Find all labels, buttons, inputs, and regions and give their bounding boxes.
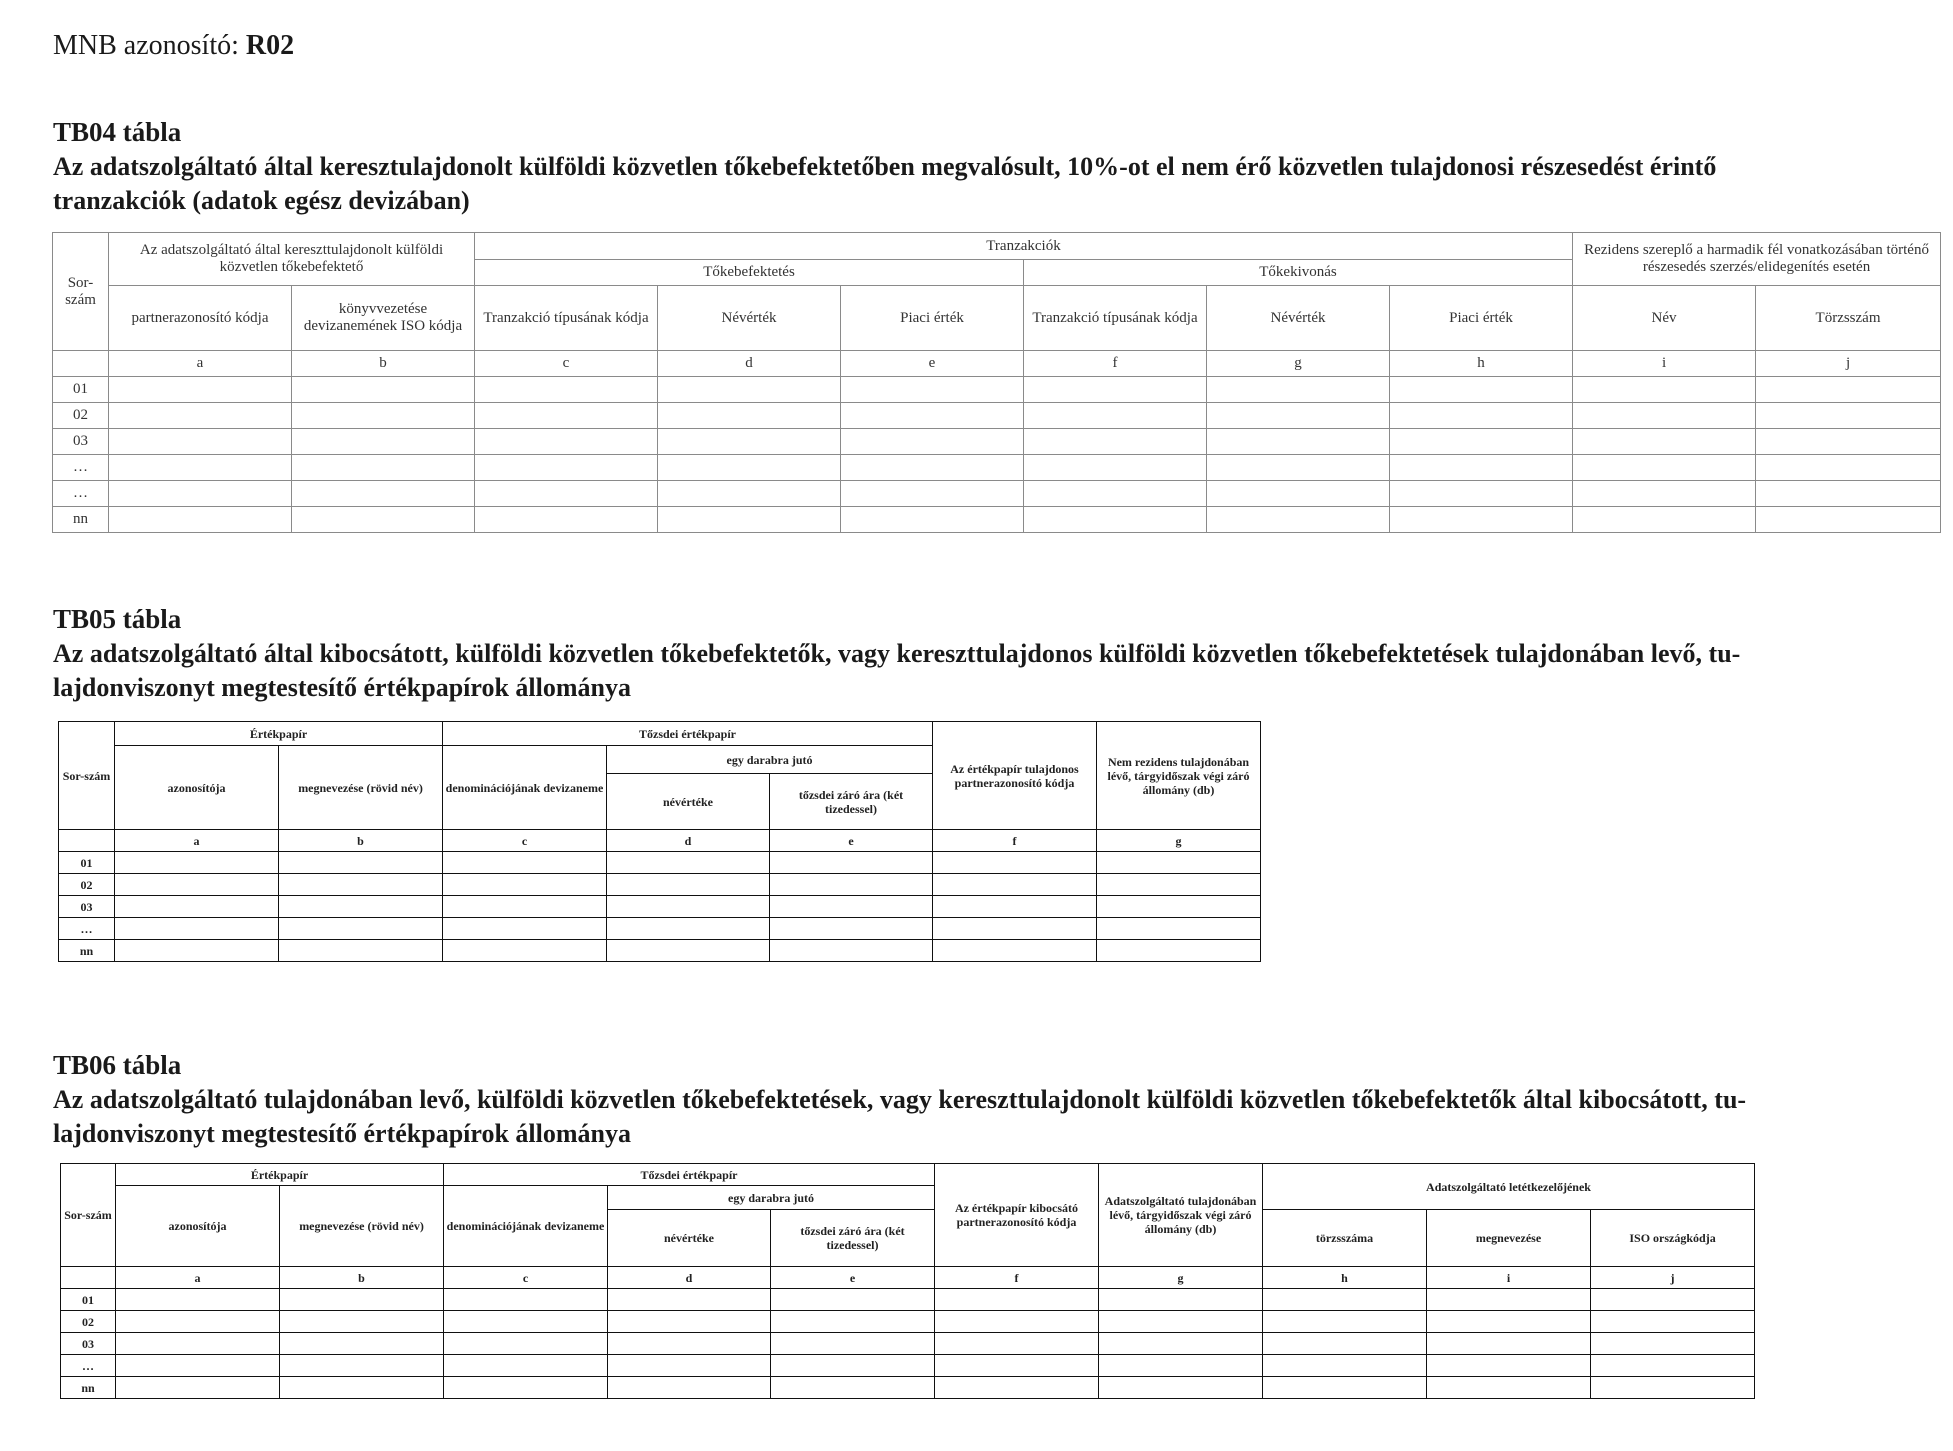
tb04-sub-tokekivonas: Tőkekivonás bbox=[1024, 260, 1573, 286]
tb06-letter: e bbox=[771, 1267, 935, 1289]
data-cell[interactable] bbox=[115, 852, 279, 874]
tb05-col-f: Az értékpapír tulajdonos partnerazonosító kódja bbox=[933, 722, 1097, 830]
data-cell[interactable] bbox=[292, 377, 475, 403]
tb06-letter: d bbox=[608, 1267, 771, 1289]
data-cell[interactable] bbox=[1024, 403, 1207, 429]
table-row bbox=[59, 874, 1261, 896]
table-row bbox=[53, 403, 1941, 429]
tb04-group-rezidens: Rezidens szereplő a harmadik fél vonatkozásában történő részesedés szerzés/elidegenítés esetén bbox=[1573, 233, 1941, 286]
data-cell[interactable] bbox=[1099, 1333, 1263, 1355]
data-cell[interactable] bbox=[933, 896, 1097, 918]
data-cell[interactable] bbox=[1591, 1333, 1755, 1355]
data-cell[interactable] bbox=[1390, 455, 1573, 481]
data-cell[interactable] bbox=[1390, 403, 1573, 429]
tb06-col-a: azonosítója bbox=[116, 1186, 280, 1267]
data-cell[interactable] bbox=[1427, 1355, 1591, 1377]
data-cell[interactable] bbox=[1024, 429, 1207, 455]
data-cell[interactable] bbox=[935, 1377, 1099, 1399]
data-cell[interactable] bbox=[1390, 507, 1573, 533]
data-cell[interactable] bbox=[1756, 507, 1941, 533]
tb06-letter: i bbox=[1427, 1267, 1591, 1289]
tb04-group-tranzakciok: Tranzakciók bbox=[475, 233, 1573, 260]
data-cell[interactable] bbox=[841, 507, 1024, 533]
tb04-col-h: Piaci érték bbox=[1390, 286, 1573, 351]
table-row bbox=[61, 1355, 1755, 1377]
tb04-letter: j bbox=[1756, 351, 1941, 377]
data-cell[interactable] bbox=[116, 1355, 280, 1377]
tb05-title bbox=[53, 637, 1740, 705]
data-cell[interactable] bbox=[279, 852, 443, 874]
tb06-table bbox=[60, 1163, 1755, 1399]
tb06-sorszam-header: Sor-szám bbox=[61, 1164, 116, 1267]
tb05-letter-blank bbox=[59, 830, 115, 852]
tb06-group-ertekpapir: Értékpapír bbox=[116, 1164, 444, 1186]
data-cell[interactable] bbox=[116, 1377, 280, 1399]
table-row bbox=[61, 1289, 1755, 1311]
data-cell[interactable] bbox=[770, 918, 933, 940]
data-cell[interactable] bbox=[607, 874, 770, 896]
data-cell[interactable] bbox=[1263, 1355, 1427, 1377]
tb04-letter: e bbox=[841, 351, 1024, 377]
data-cell[interactable] bbox=[292, 481, 475, 507]
data-cell[interactable] bbox=[292, 403, 475, 429]
tb06-letter: g bbox=[1099, 1267, 1263, 1289]
data-cell[interactable] bbox=[607, 896, 770, 918]
tb04-letter-blank bbox=[53, 351, 109, 377]
tb05-letter: d bbox=[607, 830, 770, 852]
tb06-letter-blank bbox=[61, 1267, 116, 1289]
data-cell[interactable] bbox=[1099, 1289, 1263, 1311]
data-cell[interactable] bbox=[658, 455, 841, 481]
data-cell[interactable] bbox=[608, 1333, 771, 1355]
data-cell[interactable] bbox=[1591, 1311, 1755, 1333]
row-number: … bbox=[61, 1355, 116, 1377]
data-cell[interactable] bbox=[933, 852, 1097, 874]
tb06-col-e: tőzsdei záró ára (két tizedessel) bbox=[771, 1210, 935, 1267]
data-cell[interactable] bbox=[1427, 1377, 1591, 1399]
data-cell[interactable] bbox=[1390, 429, 1573, 455]
data-cell[interactable] bbox=[1427, 1289, 1591, 1311]
data-cell[interactable] bbox=[443, 940, 607, 962]
tb06-letter: f bbox=[935, 1267, 1099, 1289]
data-cell[interactable] bbox=[1097, 852, 1261, 874]
data-cell[interactable] bbox=[1097, 874, 1261, 896]
tb04-col-a: partnerazonosító kódja bbox=[109, 286, 292, 351]
tb06-title-line1: Az adatszolgáltató tulajdonában levő, külföldi közvetlen tőkebefektetések, vagy kereszttulajdonolt külföldi közvetlen tőkebefektetők által kibocsátott, tu- bbox=[53, 1085, 1747, 1114]
mnb-code: R02 bbox=[245, 30, 295, 61]
data-cell[interactable] bbox=[1573, 429, 1756, 455]
data-cell[interactable] bbox=[771, 1355, 935, 1377]
data-cell[interactable] bbox=[608, 1355, 771, 1377]
data-cell[interactable] bbox=[444, 1377, 608, 1399]
table-row bbox=[59, 940, 1261, 962]
tb04-letter: i bbox=[1573, 351, 1756, 377]
data-cell[interactable] bbox=[280, 1333, 444, 1355]
tb04-col-c: Tranzakció típusának kódja bbox=[475, 286, 658, 351]
tb06-letter: j bbox=[1591, 1267, 1755, 1289]
tb04-title-line2: tranzakciók (adatok egész devizában) bbox=[53, 186, 470, 215]
data-cell[interactable] bbox=[280, 1355, 444, 1377]
table-row bbox=[53, 507, 1941, 533]
data-cell[interactable] bbox=[658, 377, 841, 403]
tb04-col-d: Névérték bbox=[658, 286, 841, 351]
data-cell[interactable] bbox=[444, 1289, 608, 1311]
data-cell[interactable] bbox=[1263, 1289, 1427, 1311]
tb05-col-b: megnevezése (rövid név) bbox=[279, 746, 443, 830]
data-cell[interactable] bbox=[280, 1311, 444, 1333]
data-cell[interactable] bbox=[443, 852, 607, 874]
data-cell[interactable] bbox=[443, 874, 607, 896]
tb06-group-tozsdei: Tőzsdei értékpapír bbox=[444, 1164, 935, 1186]
data-cell[interactable] bbox=[935, 1333, 1099, 1355]
data-cell[interactable] bbox=[1756, 377, 1941, 403]
data-cell[interactable] bbox=[1263, 1377, 1427, 1399]
table-row bbox=[53, 455, 1941, 481]
data-cell[interactable] bbox=[933, 940, 1097, 962]
row-number: nn bbox=[61, 1377, 116, 1399]
row-number: nn bbox=[59, 940, 115, 962]
row-number: 03 bbox=[53, 429, 109, 455]
tb04-letter: a bbox=[109, 351, 292, 377]
data-cell[interactable] bbox=[1756, 403, 1941, 429]
tb05-col-c: denominációjának devizaneme bbox=[443, 746, 607, 830]
tb06-col-d: névértéke bbox=[608, 1210, 771, 1267]
row-number: 02 bbox=[59, 874, 115, 896]
data-cell[interactable] bbox=[475, 403, 658, 429]
tb04-letter: d bbox=[658, 351, 841, 377]
tb06-col-g: Adatszolgáltató tulajdonában lévő, tárgyidőszak végi záró állomány (db) bbox=[1099, 1164, 1263, 1267]
mnb-label: MNB azonosító: bbox=[53, 30, 239, 61]
row-number: … bbox=[53, 455, 109, 481]
data-cell[interactable] bbox=[771, 1311, 935, 1333]
data-cell[interactable] bbox=[1263, 1311, 1427, 1333]
data-cell[interactable] bbox=[1390, 481, 1573, 507]
tb05-sorszam-header: Sor-szám bbox=[59, 722, 115, 830]
data-cell[interactable] bbox=[1573, 403, 1756, 429]
data-cell[interactable] bbox=[771, 1289, 935, 1311]
data-cell[interactable] bbox=[109, 403, 292, 429]
data-cell[interactable] bbox=[1207, 403, 1390, 429]
tb06-letter: h bbox=[1263, 1267, 1427, 1289]
table-row bbox=[61, 1377, 1755, 1399]
data-cell[interactable] bbox=[608, 1289, 771, 1311]
tb05-col-d: névértéke bbox=[607, 774, 770, 830]
tb04-letter: g bbox=[1207, 351, 1390, 377]
data-cell[interactable] bbox=[1099, 1311, 1263, 1333]
data-cell[interactable] bbox=[279, 940, 443, 962]
data-cell[interactable] bbox=[1207, 455, 1390, 481]
data-cell[interactable] bbox=[1591, 1355, 1755, 1377]
row-number: 03 bbox=[59, 896, 115, 918]
data-cell[interactable] bbox=[1756, 481, 1941, 507]
table-row bbox=[59, 896, 1261, 918]
data-cell[interactable] bbox=[1097, 940, 1261, 962]
mnb-identifier bbox=[53, 30, 294, 62]
data-cell[interactable] bbox=[770, 852, 933, 874]
data-cell[interactable] bbox=[1097, 918, 1261, 940]
data-cell[interactable] bbox=[1591, 1377, 1755, 1399]
data-cell[interactable] bbox=[1097, 896, 1261, 918]
data-cell[interactable] bbox=[935, 1311, 1099, 1333]
data-cell[interactable] bbox=[770, 874, 933, 896]
data-cell[interactable] bbox=[475, 429, 658, 455]
tb04-sub-tokebefektetes: Tőkebefektetés bbox=[475, 260, 1024, 286]
data-cell[interactable] bbox=[1427, 1333, 1591, 1355]
data-cell[interactable] bbox=[1756, 455, 1941, 481]
data-cell[interactable] bbox=[658, 481, 841, 507]
tb06-sub-darab: egy darabra jutó bbox=[608, 1186, 935, 1210]
tb06-col-j: ISO országkódja bbox=[1591, 1210, 1755, 1267]
tb06-col-b: megnevezése (rövid név) bbox=[280, 1186, 444, 1267]
tb05-letter: e bbox=[770, 830, 933, 852]
tb05-sub-darab: egy darabra jutó bbox=[607, 746, 933, 774]
data-cell[interactable] bbox=[607, 940, 770, 962]
data-cell[interactable] bbox=[1024, 481, 1207, 507]
data-cell[interactable] bbox=[771, 1377, 935, 1399]
data-cell[interactable] bbox=[444, 1355, 608, 1377]
tb05-title-line2: lajdonviszonyt megtestesítő értékpapírok állománya bbox=[53, 673, 631, 702]
data-cell[interactable] bbox=[1024, 455, 1207, 481]
tb06-title bbox=[53, 1083, 1746, 1151]
data-cell[interactable] bbox=[841, 377, 1024, 403]
row-number: nn bbox=[53, 507, 109, 533]
tb06-letter: b bbox=[280, 1267, 444, 1289]
data-cell[interactable] bbox=[1591, 1289, 1755, 1311]
data-cell[interactable] bbox=[1207, 481, 1390, 507]
data-cell[interactable] bbox=[1573, 377, 1756, 403]
data-cell[interactable] bbox=[115, 896, 279, 918]
data-cell[interactable] bbox=[771, 1333, 935, 1355]
table-row bbox=[59, 918, 1261, 940]
table-row bbox=[53, 429, 1941, 455]
data-cell[interactable] bbox=[475, 377, 658, 403]
tb04-title-line1: Az adatszolgáltató által keresztulajdonolt külföldi közvetlen tőkebefektetőben megvalósult, 10%-ot el nem érő közvetlen tulajdonosi részesedést érintő bbox=[53, 152, 1717, 181]
data-cell[interactable] bbox=[1756, 429, 1941, 455]
data-cell[interactable] bbox=[115, 940, 279, 962]
data-cell[interactable] bbox=[116, 1311, 280, 1333]
data-cell[interactable] bbox=[1573, 507, 1756, 533]
tb06-col-i: megnevezése bbox=[1427, 1210, 1591, 1267]
tb04-sorszam-header: Sor-szám bbox=[53, 233, 109, 351]
data-cell[interactable] bbox=[115, 874, 279, 896]
data-cell[interactable] bbox=[109, 507, 292, 533]
data-cell[interactable] bbox=[109, 455, 292, 481]
tb06-name: TB06 tábla bbox=[53, 1050, 182, 1080]
data-cell[interactable] bbox=[935, 1355, 1099, 1377]
data-cell[interactable] bbox=[109, 429, 292, 455]
tb05-group-tozsdei: Tőzsdei értékpapír bbox=[443, 722, 933, 746]
row-number: 02 bbox=[53, 403, 109, 429]
tb06-letter: a bbox=[116, 1267, 280, 1289]
tb05-letter: a bbox=[115, 830, 279, 852]
tb04-col-j: Törzsszám bbox=[1756, 286, 1941, 351]
data-cell[interactable] bbox=[607, 918, 770, 940]
data-cell[interactable] bbox=[444, 1311, 608, 1333]
tb06-col-h: törzsszáma bbox=[1263, 1210, 1427, 1267]
data-cell[interactable] bbox=[475, 455, 658, 481]
data-cell[interactable] bbox=[444, 1333, 608, 1355]
tb04-col-i: Név bbox=[1573, 286, 1756, 351]
data-cell[interactable] bbox=[1024, 377, 1207, 403]
row-number: 01 bbox=[59, 852, 115, 874]
tb04-title bbox=[53, 150, 1716, 218]
row-number: 01 bbox=[61, 1289, 116, 1311]
data-cell[interactable] bbox=[1573, 455, 1756, 481]
data-cell[interactable] bbox=[115, 918, 279, 940]
data-cell[interactable] bbox=[770, 940, 933, 962]
data-cell[interactable] bbox=[658, 429, 841, 455]
data-cell[interactable] bbox=[475, 507, 658, 533]
table-row bbox=[61, 1333, 1755, 1355]
tb05-letter: c bbox=[443, 830, 607, 852]
data-cell[interactable] bbox=[279, 918, 443, 940]
data-cell[interactable] bbox=[280, 1289, 444, 1311]
tb05-col-a: azonosítója bbox=[115, 746, 279, 830]
tb06-title-line2: lajdonviszonyt megtestesítő értékpapírok állománya bbox=[53, 1119, 631, 1148]
tb06-col-c: denominációjának devizaneme bbox=[444, 1186, 608, 1267]
data-cell[interactable] bbox=[608, 1377, 771, 1399]
data-cell[interactable] bbox=[1427, 1311, 1591, 1333]
table-row bbox=[53, 481, 1941, 507]
data-cell[interactable] bbox=[841, 455, 1024, 481]
data-cell[interactable] bbox=[1207, 377, 1390, 403]
tb04-col-f: Tranzakció típusának kódja bbox=[1024, 286, 1207, 351]
data-cell[interactable] bbox=[443, 896, 607, 918]
tb05-name: TB05 tábla bbox=[53, 604, 182, 634]
tb04-name: TB04 tábla bbox=[53, 117, 182, 147]
data-cell[interactable] bbox=[658, 403, 841, 429]
tb05-group-ertekpapir: Értékpapír bbox=[115, 722, 443, 746]
data-cell[interactable] bbox=[933, 874, 1097, 896]
table-row bbox=[59, 852, 1261, 874]
data-cell[interactable] bbox=[279, 874, 443, 896]
data-cell[interactable] bbox=[935, 1289, 1099, 1311]
tb05-col-e: tőzsdei záró ára (két tizedessel) bbox=[770, 774, 933, 830]
tb04-col-e: Piaci érték bbox=[841, 286, 1024, 351]
tb04-letter: b bbox=[292, 351, 475, 377]
data-cell[interactable] bbox=[280, 1377, 444, 1399]
tb06-group-letet: Adatszolgáltató letétkezelőjének bbox=[1263, 1164, 1755, 1210]
data-cell[interactable] bbox=[292, 429, 475, 455]
data-cell[interactable] bbox=[475, 481, 658, 507]
data-cell[interactable] bbox=[608, 1311, 771, 1333]
row-number: 01 bbox=[53, 377, 109, 403]
data-cell[interactable] bbox=[116, 1333, 280, 1355]
table-row bbox=[61, 1311, 1755, 1333]
data-cell[interactable] bbox=[279, 896, 443, 918]
tb04-letter: c bbox=[475, 351, 658, 377]
data-cell[interactable] bbox=[1573, 481, 1756, 507]
row-number: 02 bbox=[61, 1311, 116, 1333]
data-cell[interactable] bbox=[109, 377, 292, 403]
tb06-col-f: Az értékpapír kibocsátó partnerazonosító kódja bbox=[935, 1164, 1099, 1267]
tb04-col-g: Névérték bbox=[1207, 286, 1390, 351]
data-cell[interactable] bbox=[933, 918, 1097, 940]
data-cell[interactable] bbox=[1099, 1355, 1263, 1377]
data-cell[interactable] bbox=[841, 429, 1024, 455]
tb04-group-investor: Az adatszolgáltató által kereszttulajdonolt külföldi közvetlen tőkebefektető bbox=[109, 233, 475, 286]
data-cell[interactable] bbox=[1390, 377, 1573, 403]
tb05-letter: b bbox=[279, 830, 443, 852]
tb04-table bbox=[52, 232, 1941, 533]
data-cell[interactable] bbox=[1099, 1377, 1263, 1399]
data-cell[interactable] bbox=[1024, 507, 1207, 533]
tb05-letter: f bbox=[933, 830, 1097, 852]
tb05-col-g: Nem rezidens tulajdonában lévő, tárgyidőszak végi záró állomány (db) bbox=[1097, 722, 1261, 830]
data-cell[interactable] bbox=[292, 455, 475, 481]
row-number: … bbox=[53, 481, 109, 507]
data-cell[interactable] bbox=[607, 852, 770, 874]
data-cell[interactable] bbox=[841, 403, 1024, 429]
data-cell[interactable] bbox=[1263, 1333, 1427, 1355]
tb06-letter: c bbox=[444, 1267, 608, 1289]
data-cell[interactable] bbox=[109, 481, 292, 507]
data-cell[interactable] bbox=[841, 481, 1024, 507]
tb05-table bbox=[58, 721, 1261, 962]
tb04-col-b: könyvvezetése devizanemének ISO kódja bbox=[292, 286, 475, 351]
data-cell[interactable] bbox=[1207, 429, 1390, 455]
row-number: … bbox=[59, 918, 115, 940]
tb04-letter: h bbox=[1390, 351, 1573, 377]
data-cell[interactable] bbox=[116, 1289, 280, 1311]
tb05-title-line1: Az adatszolgáltató által kibocsátott, külföldi közvetlen tőkebefektetők, vagy kereszttulajdonos külföldi közvetlen tőkebefektetések tulajdonában levő, tu- bbox=[53, 639, 1741, 668]
data-cell[interactable] bbox=[1207, 507, 1390, 533]
tb04-letter: f bbox=[1024, 351, 1207, 377]
table-row bbox=[53, 377, 1941, 403]
row-number: 03 bbox=[61, 1333, 116, 1355]
data-cell[interactable] bbox=[770, 896, 933, 918]
data-cell[interactable] bbox=[292, 507, 475, 533]
tb05-letter: g bbox=[1097, 830, 1261, 852]
data-cell[interactable] bbox=[658, 507, 841, 533]
data-cell[interactable] bbox=[443, 918, 607, 940]
